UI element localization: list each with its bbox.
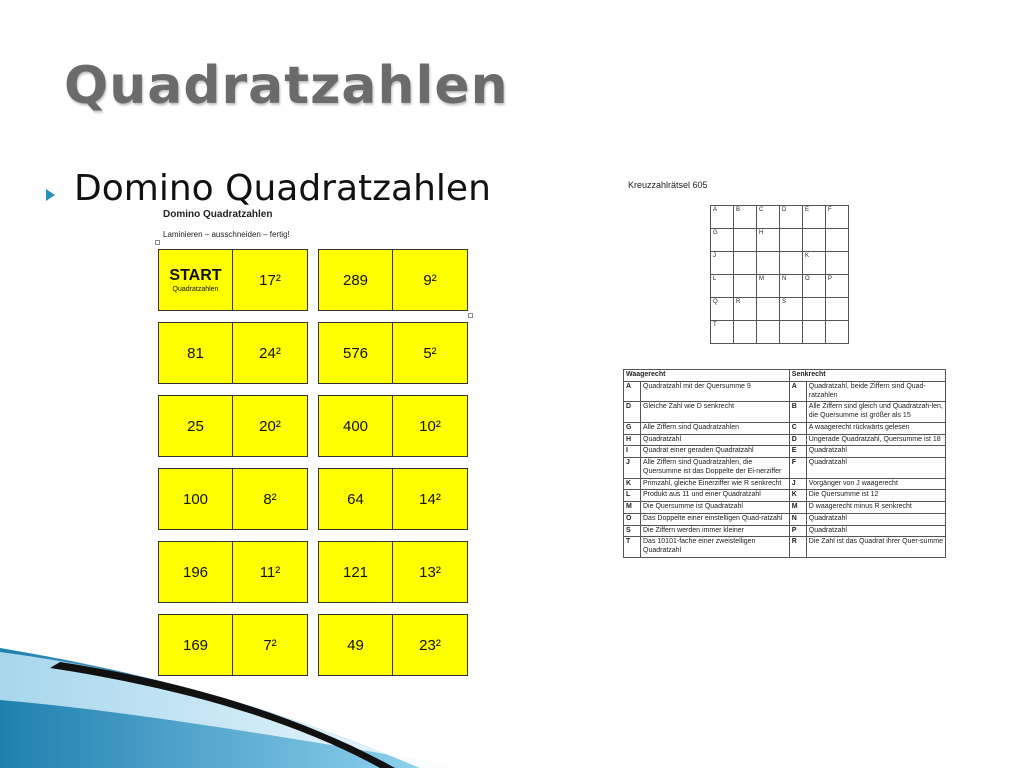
- crossword-cell-label: M: [759, 276, 764, 282]
- crossword-cell-label: F: [828, 207, 832, 213]
- clue-text-across: Das Doppelte einer einstelligen Quad-ratzahl: [641, 513, 790, 525]
- clue-key-across: G: [624, 422, 641, 434]
- crossword-cell-label: G: [713, 230, 718, 236]
- clue-key-across: D: [624, 402, 641, 423]
- domino-value: 576: [319, 323, 393, 383]
- crossword-cell-label: A: [713, 207, 718, 213]
- crossword-cell-label: H: [759, 230, 764, 236]
- domino-square: 7²: [263, 636, 277, 654]
- domino-value: 25: [159, 396, 233, 456]
- crossword-cell-label: J: [713, 253, 716, 259]
- domino-value: 81: [159, 323, 233, 383]
- clue-text-across: Alle Ziffern sind Quadratzahlen, die Quersumme ist das Doppelte der Ei-nerziffer: [641, 458, 790, 479]
- clue-text-down: Quadratzahl: [806, 458, 945, 479]
- clue-key-across: A: [624, 381, 641, 402]
- domino-value: 64: [319, 469, 393, 529]
- crossword-cell-label: T: [713, 322, 717, 328]
- clue-text-down: Alle Ziffern sind gleich und Quadratzah-len, die Quersumme ist größer als 15: [806, 402, 945, 423]
- slide-title: Quadratzahlen: [64, 56, 509, 116]
- domino-value: 289: [319, 250, 393, 310]
- clue-text-across: Quadrat einer geraden Quadratzahl: [641, 446, 790, 458]
- domino-start-label: START: [169, 266, 222, 284]
- clue-text-down: Die Quersumme ist 12: [806, 490, 945, 502]
- clue-text-across: Quadratzahl: [641, 434, 790, 446]
- clue-text-across: Quadratzahl mit der Quersumme 9: [641, 381, 790, 402]
- clue-key-across: S: [624, 525, 641, 537]
- clue-key-across: I: [624, 446, 641, 458]
- clue-key-across: K: [624, 478, 641, 490]
- clue-text-across: Die Quersumme ist Quadratzahl: [641, 502, 790, 514]
- clue-key-down: B: [789, 402, 806, 423]
- domino-square: 24²: [259, 344, 281, 362]
- clue-text-down: Quadratzahl, beide Ziffern sind Quad-ratzahlen: [806, 381, 945, 402]
- bullet-text: Domino Quadratzahlen: [74, 168, 491, 209]
- clue-text-down: Quadratzahl: [806, 513, 945, 525]
- clue-key-across: L: [624, 490, 641, 502]
- clue-key-down: A: [789, 381, 806, 402]
- domino-square: 17²: [259, 271, 281, 289]
- crossword-cell-label: Q: [713, 299, 718, 305]
- domino-value: 169: [159, 615, 233, 675]
- crossword-cell-label: N: [782, 276, 787, 282]
- clue-text-across: Produkt aus 11 und einer Quadratzahl: [641, 490, 790, 502]
- domino-value: 121: [319, 542, 393, 602]
- clue-key-across: T: [624, 537, 641, 558]
- domino-start-sublabel: Quadratzahlen: [172, 285, 219, 293]
- domino-square: 8²: [263, 490, 277, 508]
- clue-text-down: Quadratzahl: [806, 525, 945, 537]
- domino-square: 13²: [419, 563, 441, 581]
- domino-square: 5²: [423, 344, 437, 362]
- crossword-cell-label: B: [736, 207, 741, 213]
- clue-text-down: Die Zahl ist das Quadrat ihrer Quer-summe: [806, 537, 945, 558]
- clue-text-across: Alle Ziffern sind Quadratzahlen: [641, 422, 790, 434]
- domino-value: 49: [319, 615, 393, 675]
- clue-text-across: Primzahl, gleiche Einerziffer wie R senkrecht: [641, 478, 790, 490]
- clue-text-down: D waagerecht minus R senkrecht: [806, 502, 945, 514]
- clue-key-down: N: [789, 513, 806, 525]
- crossword-cell-label: C: [759, 207, 764, 213]
- crossword-cell-label: L: [713, 276, 717, 282]
- domino-square: 20²: [259, 417, 281, 435]
- clue-key-down: D: [789, 434, 806, 446]
- clues-header-across: Waagerecht: [624, 370, 790, 382]
- clue-text-across: Gleiche Zahl wie D senkrecht: [641, 402, 790, 423]
- crossword-cell-label: S: [782, 299, 787, 305]
- crossword-cell-label: R: [736, 299, 741, 305]
- domino-square: 11²: [259, 563, 281, 581]
- crossword-cell-label: O: [805, 276, 810, 282]
- crossword-cell-label: K: [805, 253, 810, 259]
- domino-value: 196: [159, 542, 233, 602]
- clue-key-across: O: [624, 513, 641, 525]
- domino-square: 23²: [419, 636, 441, 654]
- clue-key-across: J: [624, 458, 641, 479]
- domino-value: 100: [159, 469, 233, 529]
- domino-worksheet-title: Domino Quadratzahlen: [163, 209, 273, 220]
- crossword-cell-label: P: [828, 276, 833, 282]
- clue-text-down: Quadratzahl: [806, 446, 945, 458]
- clue-key-down: P: [789, 525, 806, 537]
- clue-text-across: Das 10101-fache einer zweistelligen Quadratzahl: [641, 537, 790, 558]
- domino-square: 9²: [423, 271, 437, 289]
- clue-key-down: R: [789, 537, 806, 558]
- clues-header-down: Senkrecht: [789, 370, 945, 382]
- clue-text-down: Ungerade Quadratzahl, Quersumme ist 18: [806, 434, 945, 446]
- crossword-title: Kreuzzahlrätsel 605: [628, 180, 708, 190]
- crossword-cell-label: D: [782, 207, 787, 213]
- clue-key-down: C: [789, 422, 806, 434]
- clue-key-down: M: [789, 502, 806, 514]
- clue-key-down: K: [789, 490, 806, 502]
- domino-worksheet-subtitle: Laminieren – ausschneiden – fertig!: [163, 230, 290, 239]
- domino-square: 14²: [419, 490, 441, 508]
- clue-key-down: E: [789, 446, 806, 458]
- clue-text-across: Die Ziffern werden immer kleiner: [641, 525, 790, 537]
- clue-text-down: Vorgänger von J waagerecht: [806, 478, 945, 490]
- clue-key-down: J: [789, 478, 806, 490]
- crossword-cell-label: E: [805, 207, 810, 213]
- domino-square: 10²: [419, 417, 441, 435]
- clue-key-across: M: [624, 502, 641, 514]
- clue-text-down: A waagerecht rückwärts gelesen: [806, 422, 945, 434]
- clue-key-across: H: [624, 434, 641, 446]
- domino-value: 400: [319, 396, 393, 456]
- clue-key-down: F: [789, 458, 806, 479]
